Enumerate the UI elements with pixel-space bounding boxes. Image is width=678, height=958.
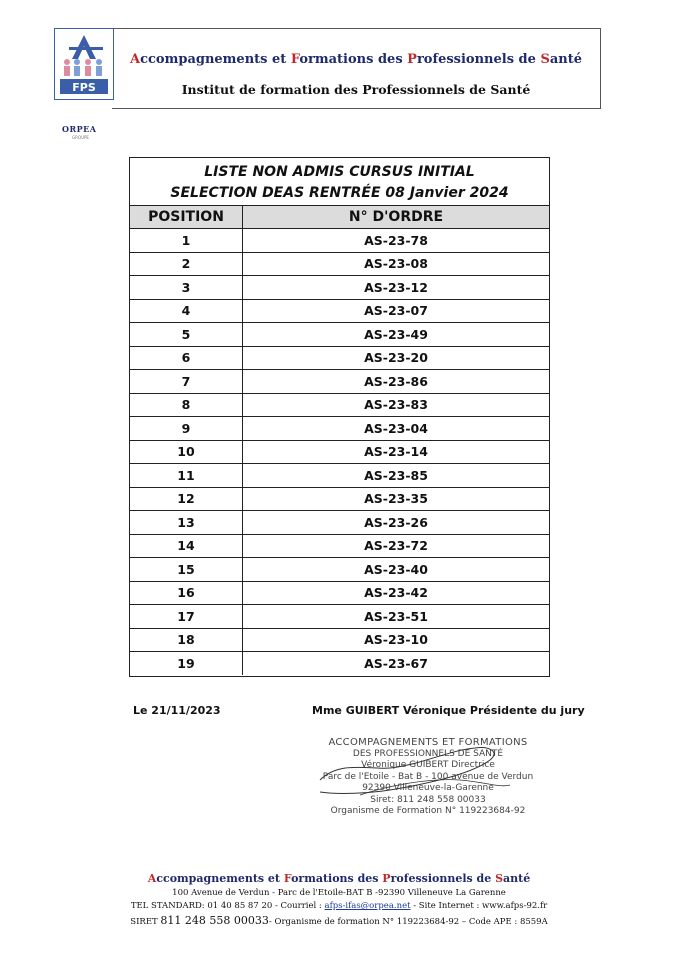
cell-position: 17 (130, 605, 243, 629)
logo-text: FPS (72, 81, 96, 94)
cell-position: 15 (130, 558, 243, 582)
cell-position: 3 (130, 276, 243, 300)
footer-org-name: Accompagnements et Formations des Professionnels de Santé (147, 872, 531, 885)
cell-position: 8 (130, 393, 243, 417)
orpea-logo: ORPEA (62, 124, 97, 134)
footer-site: www.afps-92.fr (482, 901, 548, 911)
org-name: Accompagnements et Formations des Professionnels de Santé (130, 52, 582, 67)
cell-position: 9 (130, 417, 243, 441)
table-row (130, 276, 549, 300)
cell-position: 12 (130, 487, 243, 511)
footer-address: 100 Avenue de Verdun - Parc de l'Etoile-BAT B -92390 Villeneuve La Garenne (172, 888, 506, 898)
afps-logo-icon (55, 29, 113, 99)
table-row (130, 393, 549, 417)
cell-position: 14 (130, 534, 243, 558)
cell-order-number: AS-23-86 (243, 370, 550, 394)
cell-order-number: AS-23-78 (243, 229, 550, 253)
list-title-line2: SELECTION DEAS RENTRÉE 08 Janvier 2024 (170, 185, 509, 201)
list-title (130, 158, 549, 206)
table-row (130, 370, 549, 394)
cell-order-number: AS-23-07 (243, 299, 550, 323)
non-admitted-list (129, 157, 550, 677)
stamp-line1: ACCOMPAGNEMENTS ET FORMATIONS (328, 737, 528, 748)
cell-order-number: AS-23-26 (243, 511, 550, 535)
cell-order-number: AS-23-67 (243, 652, 550, 675)
cell-position: 18 (130, 628, 243, 652)
cell-position: 10 (130, 440, 243, 464)
stamp-line4: Parc de l'Etoile - Bat B - 100 avenue de Verdun (322, 771, 534, 782)
table-row (130, 346, 549, 370)
cell-order-number: AS-23-49 (243, 323, 550, 347)
company-stamp (312, 737, 544, 818)
cell-order-number: AS-23-10 (243, 628, 550, 652)
table-row (130, 299, 549, 323)
cell-order-number: AS-23-85 (243, 464, 550, 488)
cell-position: 16 (130, 581, 243, 605)
cell-order-number: AS-23-40 (243, 558, 550, 582)
table-row (130, 605, 549, 629)
cell-position: 6 (130, 346, 243, 370)
list-title-line1: LISTE NON ADMIS CURSUS INITIAL (204, 164, 475, 180)
cell-order-number: AS-23-08 (243, 252, 550, 276)
cell-order-number: AS-23-35 (243, 487, 550, 511)
cell-position: 5 (130, 323, 243, 347)
cell-position: 1 (130, 229, 243, 253)
cell-position: 19 (130, 652, 243, 675)
header-box (112, 28, 601, 109)
table-row (130, 534, 549, 558)
stamp-line2: DES PROFESSIONNELS DE SANTÉ (352, 748, 504, 759)
table-row (130, 652, 549, 675)
table-row (130, 252, 549, 276)
table-row (130, 487, 549, 511)
cell-order-number: AS-23-83 (243, 393, 550, 417)
results-table (130, 206, 549, 675)
cell-order-number: AS-23-04 (243, 417, 550, 441)
column-header-position: POSITION (130, 206, 243, 229)
institute-name: Institut de formation des Professionnels de Santé (181, 82, 531, 97)
table-header-row (130, 206, 549, 229)
table-row (130, 417, 549, 441)
cell-order-number: AS-23-14 (243, 440, 550, 464)
cell-order-number: AS-23-20 (243, 346, 550, 370)
column-header-order: N° D'ORDRE (243, 206, 550, 229)
stamp-line3: Véronique GUIBERT Directrice (361, 760, 495, 770)
stamp-line7: Organisme de Formation N° 119223684-92 (330, 806, 526, 816)
cell-position: 7 (130, 370, 243, 394)
jury-president: Mme GUIBERT Véronique Présidente du jury (312, 704, 585, 717)
cell-position: 11 (130, 464, 243, 488)
table-row (130, 558, 549, 582)
footer-email-link[interactable]: afps-ifas@orpea.net (324, 901, 411, 911)
cell-position: 2 (130, 252, 243, 276)
cell-order-number: AS-23-72 (243, 534, 550, 558)
table-row (130, 229, 549, 253)
orpea-logo-sub: GROUPE (72, 135, 89, 140)
table-row (130, 628, 549, 652)
stamp-line6: Siret: 811 248 558 00033 (370, 794, 486, 805)
cell-position: 4 (130, 299, 243, 323)
document-date: Le 21/11/2023 (133, 704, 221, 717)
stamp-line5: 92390 Villeneuve-la-Garenne (362, 783, 494, 793)
cell-position: 13 (130, 511, 243, 535)
cell-order-number: AS-23-12 (243, 276, 550, 300)
cell-order-number: AS-23-42 (243, 581, 550, 605)
cell-order-number: AS-23-51 (243, 605, 550, 629)
table-row (130, 511, 549, 535)
footer-contact: TEL STANDARD: 01 40 85 87 20 - Courriel : afps-ifas@orpea.net - Site Internet : www.afps-92.fr (130, 901, 548, 911)
footer-siret: SIRET 811 248 558 00033- Organisme de formation N° 119223684-92 – Code APE : 8559A (130, 914, 548, 927)
table-row (130, 440, 549, 464)
table-row (130, 581, 549, 605)
table-row (130, 323, 549, 347)
table-row (130, 464, 549, 488)
afps-logo (54, 28, 114, 100)
